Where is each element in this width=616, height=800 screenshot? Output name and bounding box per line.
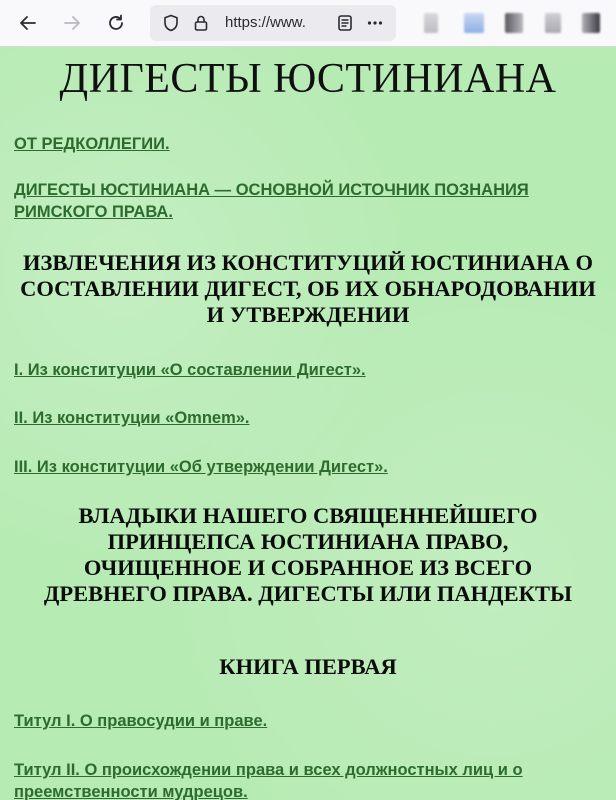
address-bar[interactable] bbox=[150, 5, 396, 41]
book-heading: КНИГА ПЕРВАЯ bbox=[219, 654, 397, 679]
extension-icon[interactable] bbox=[505, 13, 523, 33]
ellipsis-icon[interactable] bbox=[366, 14, 384, 32]
page-content bbox=[0, 47, 616, 800]
extension-icon[interactable] bbox=[545, 13, 561, 33]
link-title-1[interactable]: Титул I. О правосудии и праве. bbox=[14, 712, 268, 730]
link-main-source[interactable]: ДИГЕСТЫ ЮСТИНИАНА — ОСНОВНОЙ ИСТОЧНИК ПОЗНАНИЯ РИМСКОГО ПРАВА. bbox=[14, 181, 529, 221]
reload-icon[interactable] bbox=[104, 11, 128, 35]
reader-view-icon[interactable] bbox=[336, 14, 354, 32]
section-heading-main: ВЛАДЫКИ НАШЕГО СВЯЩЕННЕЙШЕГО ПРИНЦЕПСА ЮСТИНИАНА ПРАВО, ОЧИЩЕННОЕ И СОБРАННОЕ ИЗ ВСЕГО ДРЕВНЕГО ПРАВА. ДИГЕСТЫ ИЛИ ПАНДЕКТЫ bbox=[43, 503, 573, 606]
link-title-2[interactable]: Титул II. О происхождении права и всех должностных лиц и о преемственности мудрецов. bbox=[14, 761, 523, 800]
link-editorial[interactable]: ОТ РЕДКОЛЛЕГИИ. bbox=[14, 135, 170, 153]
browser-toolbar bbox=[0, 0, 616, 47]
extension-icon[interactable] bbox=[464, 13, 484, 33]
extension-icon[interactable] bbox=[424, 13, 438, 33]
extension-icon[interactable] bbox=[582, 13, 600, 33]
link-constitution-1[interactable]: I. Из конституции «О составлении Дигест». bbox=[14, 361, 366, 379]
section-heading-constitutions: ИЗВЛЕЧЕНИЯ ИЗ КОНСТИТУЦИЙ ЮСТИНИАНА О СОСТАВЛЕНИИ ДИГЕСТ, ОБ ИХ ОБНАРОДОВАНИИ И УТВЕРЖДЕНИИ bbox=[20, 250, 596, 327]
link-constitution-3[interactable]: III. Из конституции «Об утверждении Дигест». bbox=[14, 458, 388, 476]
arrow-right-icon[interactable] bbox=[60, 11, 84, 35]
shield-icon[interactable] bbox=[162, 14, 180, 32]
arrow-left-icon[interactable] bbox=[16, 11, 40, 35]
page-title: ДИГЕСТЫ ЮСТИНИАНА bbox=[59, 56, 557, 102]
lock-icon[interactable] bbox=[192, 14, 210, 32]
url-text[interactable]: https://www. bbox=[225, 14, 306, 31]
link-constitution-2[interactable]: II. Из конституции «Omnem». bbox=[14, 409, 250, 427]
